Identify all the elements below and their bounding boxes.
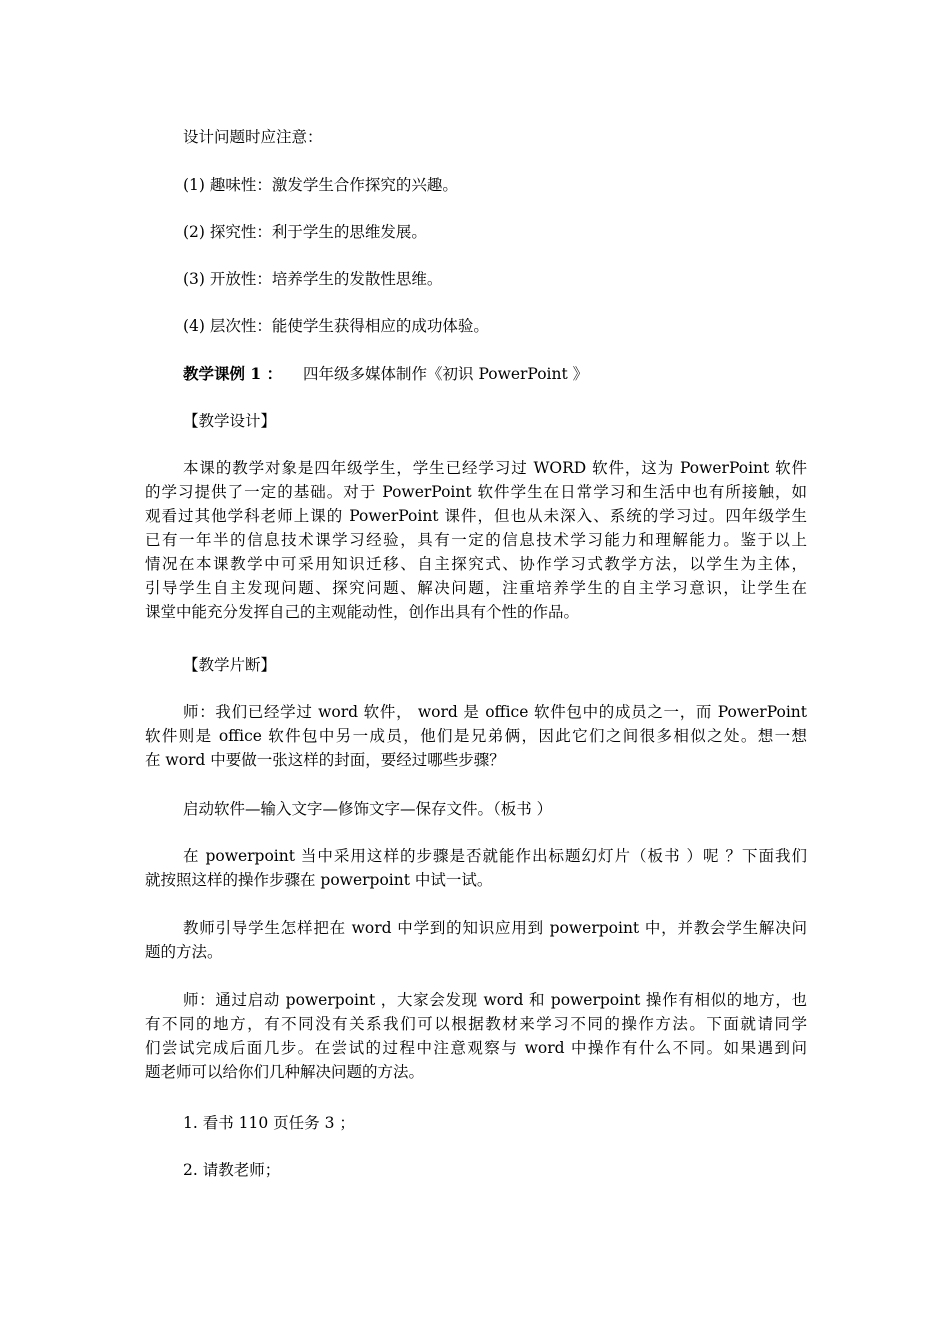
design-heading-text: 【教学设计】 <box>183 412 277 430</box>
paragraph-1 <box>145 700 807 772</box>
design-paragraph <box>145 456 807 624</box>
step-1-text: 1. 看书 110 页任务 3 ； <box>183 1114 355 1132</box>
design-line: 已有一年半的信息技术课学习经验，具有一定的信息技术学习能力和理解能力。鉴于以上 <box>145 531 807 549</box>
point-3 <box>145 267 807 291</box>
paragraph-line: 有不同的地方，有不同没有关系我们可以根据教材来学习不同的操作方法。下面就请同学 <box>145 1015 807 1033</box>
point-3-text: (3) 开放性：培养学生的发散性思维。 <box>183 270 443 288</box>
design-line: 情况在本课教学中可采用知识迁移、自主探究式、协作学习式教学方法，以学生为主体， <box>145 555 807 573</box>
paragraph-line: 们尝试完成后面几步。在尝试的过程中注意观察与 word 中操作有什么不同。如果遇到问 <box>145 1039 807 1057</box>
intro-heading <box>145 125 807 149</box>
design-line: 课堂中能充分发挥自己的主观能动性，创作出具有个性的作品。 <box>145 603 580 621</box>
point-2-text: (2) 探究性：利于学生的思维发展。 <box>183 223 427 241</box>
paragraph-line: 在 powerpoint 当中采用这样的步骤是否就能作出标题幻灯片（板书 ）呢 ？下面我们 <box>183 847 807 865</box>
paragraph-line: 启动软件—输入文字—修饰文字—保存文件。（板书 ） <box>183 800 553 818</box>
paragraph-line: 师：通过启动 powerpoint ，大家会发现 word 和 powerpoint 操作有相似的地方，也 <box>183 991 807 1009</box>
paragraph-line: 教师引导学生怎样把在 word 中学到的知识应用到 powerpoint 中，并教会学生解决问 <box>183 919 807 937</box>
design-line: 观看过其他学科老师上课的 PowerPoint 课件，但也从未深入、系统的学习过。四年级学生 <box>145 507 807 525</box>
paragraph-line: 题的方法。 <box>145 943 223 961</box>
paragraph-line: 师：我们已经学过 word 软件， word 是 office 软件包中的成员之一，而 PowerPoint <box>183 703 807 721</box>
fragment-heading-text: 【教学片断】 <box>183 656 277 674</box>
paragraph-4 <box>145 916 807 964</box>
step-2-text: 2. 请教老师； <box>183 1161 281 1179</box>
paragraph-line: 题老师可以给你们几种解决问题的方法。 <box>145 1063 425 1081</box>
step-1 <box>145 1111 807 1135</box>
paragraph-line: 就按照这样的操作步骤在 powerpoint 中试一试。 <box>145 871 493 889</box>
design-line: 本课的教学对象是四年级学生，学生已经学习过 WORD 软件，这为 PowerPoint 软件 <box>183 459 807 477</box>
intro-heading-text: 设计问题时应注意： <box>183 128 323 146</box>
design-heading <box>145 409 807 433</box>
paragraph-line: 在 word 中要做一张这样的封面，要经过哪些步骤？ <box>145 751 505 769</box>
point-4 <box>145 314 807 338</box>
paragraph-3 <box>145 844 807 892</box>
fragment-heading <box>145 653 807 677</box>
paragraph-2 <box>145 797 807 821</box>
paragraph-line: 软件则是 office 软件包中另一成员，他们是兄弟俩，因此它们之间很多相似之处。想一想 <box>145 727 807 745</box>
point-1 <box>145 173 807 197</box>
example-heading <box>145 362 807 386</box>
step-2 <box>145 1158 807 1182</box>
point-2 <box>145 220 807 244</box>
example-title: 四年级多媒体制作《初识 PowerPoint 》 <box>303 365 589 383</box>
design-line: 的学习提供了一定的基础。对于 PowerPoint 软件学生在日常学习和生活中也有所接触，如 <box>145 483 807 501</box>
point-4-text: (4) 层次性：能使学生获得相应的成功体验。 <box>183 317 489 335</box>
paragraph-5 <box>145 988 807 1084</box>
design-line: 引导学生自主发现问题、探究问题、解决问题，注重培养学生的自主学习意识，让学生在 <box>145 579 807 597</box>
point-1-text: (1) 趣味性：激发学生合作探究的兴趣。 <box>183 176 458 194</box>
example-label: 教学课例 1 ： <box>183 364 283 383</box>
